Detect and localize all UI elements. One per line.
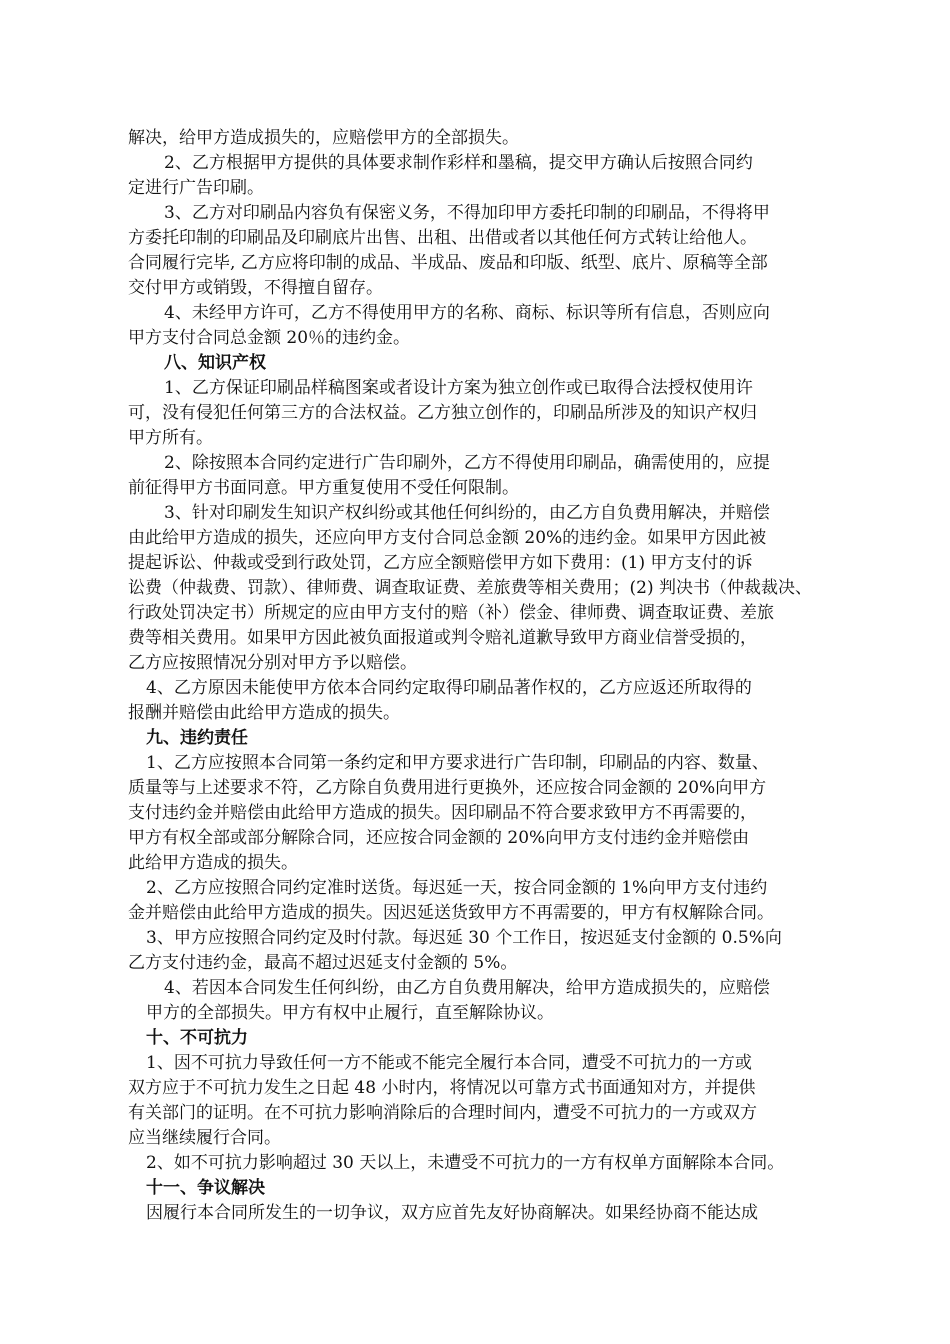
- paragraph-line: 支付违约金并赔偿由此给甲方造成的损失。因印刷品不符合要求致甲方不再需要的，: [128, 803, 757, 823]
- paragraph-line: 甲方支付合同总金额 20％的违约金。: [128, 328, 411, 348]
- paragraph-line: 1、乙方应按照本合同第一条约定和甲方要求进行广告印制，印刷品的内容、数量、: [146, 753, 769, 773]
- paragraph-line: 讼费（仲裁费、罚款）、律师费、调查取证费、差旅费等相关费用；(2) 判决书（仲裁裁决、: [128, 578, 812, 598]
- paragraph-line: 甲方的全部损失。甲方有权中止履行，直至解除协议。: [146, 1003, 554, 1023]
- section-heading: 十一、争议解决: [146, 1178, 265, 1198]
- paragraph-line: 甲方所有。: [128, 428, 213, 448]
- paragraph-line: 4、未经甲方许可，乙方不得使用甲方的名称、商标、标识等所有信息，否则应向: [164, 303, 770, 323]
- paragraph-line: 质量等与上述要求不符，乙方除自负费用进行更换外，还应按合同金额的 20%向甲方: [128, 778, 767, 798]
- paragraph-line: 乙方应按照情况分别对甲方予以赔偿。: [128, 653, 417, 673]
- section-heading: 九、违约责任: [146, 728, 248, 748]
- paragraph-line: 3、乙方对印刷品内容负有保密义务，不得加印甲方委托印制的印刷品，不得将甲: [164, 203, 770, 223]
- paragraph-line: 双方应于不可抗力发生之日起 48 小时内，将情况以可靠方式书面通知对方，并提供: [128, 1078, 756, 1098]
- paragraph-line: 因履行本合同所发生的一切争议，双方应首先友好协商解决。如果经协商不能达成: [146, 1203, 758, 1223]
- paragraph-line: 金并赔偿由此给甲方造成的损失。因迟延送货致甲方不再需要的，甲方有权解除合同。: [128, 903, 774, 923]
- paragraph-line: 2、如不可抗力影响超过 30 天以上，未遭受不可抗力的一方有权单方面解除本合同。: [146, 1153, 785, 1173]
- paragraph-line: 由此给甲方造成的损失，还应向甲方支付合同总金额 20%的违约金。如果甲方因此被: [128, 528, 767, 548]
- paragraph-line: 2、除按照本合同约定进行广告印刷外，乙方不得使用印刷品，确需使用的，应提: [164, 453, 770, 473]
- paragraph-line: 应当继续履行合同。: [128, 1128, 281, 1148]
- paragraph-line: 提起诉讼、仲裁或受到行政处罚，乙方应全额赔偿甲方如下费用：(1) 甲方支付的诉: [128, 553, 753, 573]
- paragraph-line: 乙方支付违约金，最高不超过迟延支付金额的 5%。: [128, 953, 518, 973]
- paragraph-line: 2、乙方根据甲方提供的具体要求制作彩样和墨稿，提交甲方确认后按照合同约: [164, 153, 753, 173]
- paragraph-line: 1、乙方保证印刷品样稿图案或者设计方案为独立创作或已取得合法授权使用许: [164, 378, 753, 398]
- contract-page: [128, 126, 828, 1226]
- paragraph-line: 此给甲方造成的损失。: [128, 853, 298, 873]
- paragraph-line: 1、因不可抗力导致任何一方不能或不能完全履行本合同，遭受不可抗力的一方或: [146, 1053, 752, 1073]
- paragraph-line: 解决，给甲方造成损失的，应赔偿甲方的全部损失。: [128, 128, 519, 148]
- paragraph-line: 费等相关费用。如果甲方因此被负面报道或判令赔礼道歉导致甲方商业信誉受损的，: [128, 628, 757, 648]
- paragraph-line: 报酬并赔偿由此给甲方造成的损失。: [128, 703, 400, 723]
- paragraph-line: 交付甲方或销毁，不得擅自留存。: [128, 278, 383, 298]
- paragraph-line: 4、乙方原因未能使甲方依本合同约定取得印刷品著作权的，乙方应返还所取得的: [146, 678, 752, 698]
- paragraph-line: 4、若因本合同发生任何纠纷，由乙方自负费用解决，给甲方造成损失的，应赔偿: [164, 978, 770, 998]
- paragraph-line: 2、乙方应按照合同约定准时送货。每迟延一天，按合同金额的 1%向甲方支付违约: [146, 878, 768, 898]
- paragraph-line: 3、甲方应按照合同约定及时付款。每迟延 30 个工作日，按迟延支付金额的 0.5%向: [146, 928, 782, 948]
- paragraph-line: 3、针对印刷发生知识产权纠纷或其他任何纠纷的，由乙方自负费用解决，并赔偿: [164, 503, 770, 523]
- paragraph-line: 方委托印制的印刷品及印刷底片出售、出租、出借或者以其他任何方式转让给他人。: [128, 228, 757, 248]
- section-heading: 八、知识产权: [164, 353, 266, 373]
- paragraph-line: 可，没有侵犯任何第三方的合法权益。乙方独立创作的，印刷品所涉及的知识产权归: [128, 403, 757, 423]
- paragraph-line: 行政处罚决定书）所规定的应由甲方支付的赔（补）偿金、律师费、调查取证费、差旅: [128, 603, 774, 623]
- paragraph-line: 有关部门的证明。在不可抗力影响消除后的合理时间内，遭受不可抗力的一方或双方: [128, 1103, 757, 1123]
- paragraph-line: 前征得甲方书面同意。甲方重复使用不受任何限制。: [128, 478, 519, 498]
- paragraph-line: 甲方有权全部或部分解除合同，还应按合同金额的 20%向甲方支付违约金并赔偿由: [128, 828, 750, 848]
- paragraph-line: 定进行广告印刷。: [128, 178, 264, 198]
- paragraph-line: 合同履行完毕, 乙方应将印制的成品、半成品、废品和印版、纸型、底片、原稿等全部: [128, 253, 768, 273]
- section-heading: 十、不可抗力: [146, 1028, 248, 1048]
